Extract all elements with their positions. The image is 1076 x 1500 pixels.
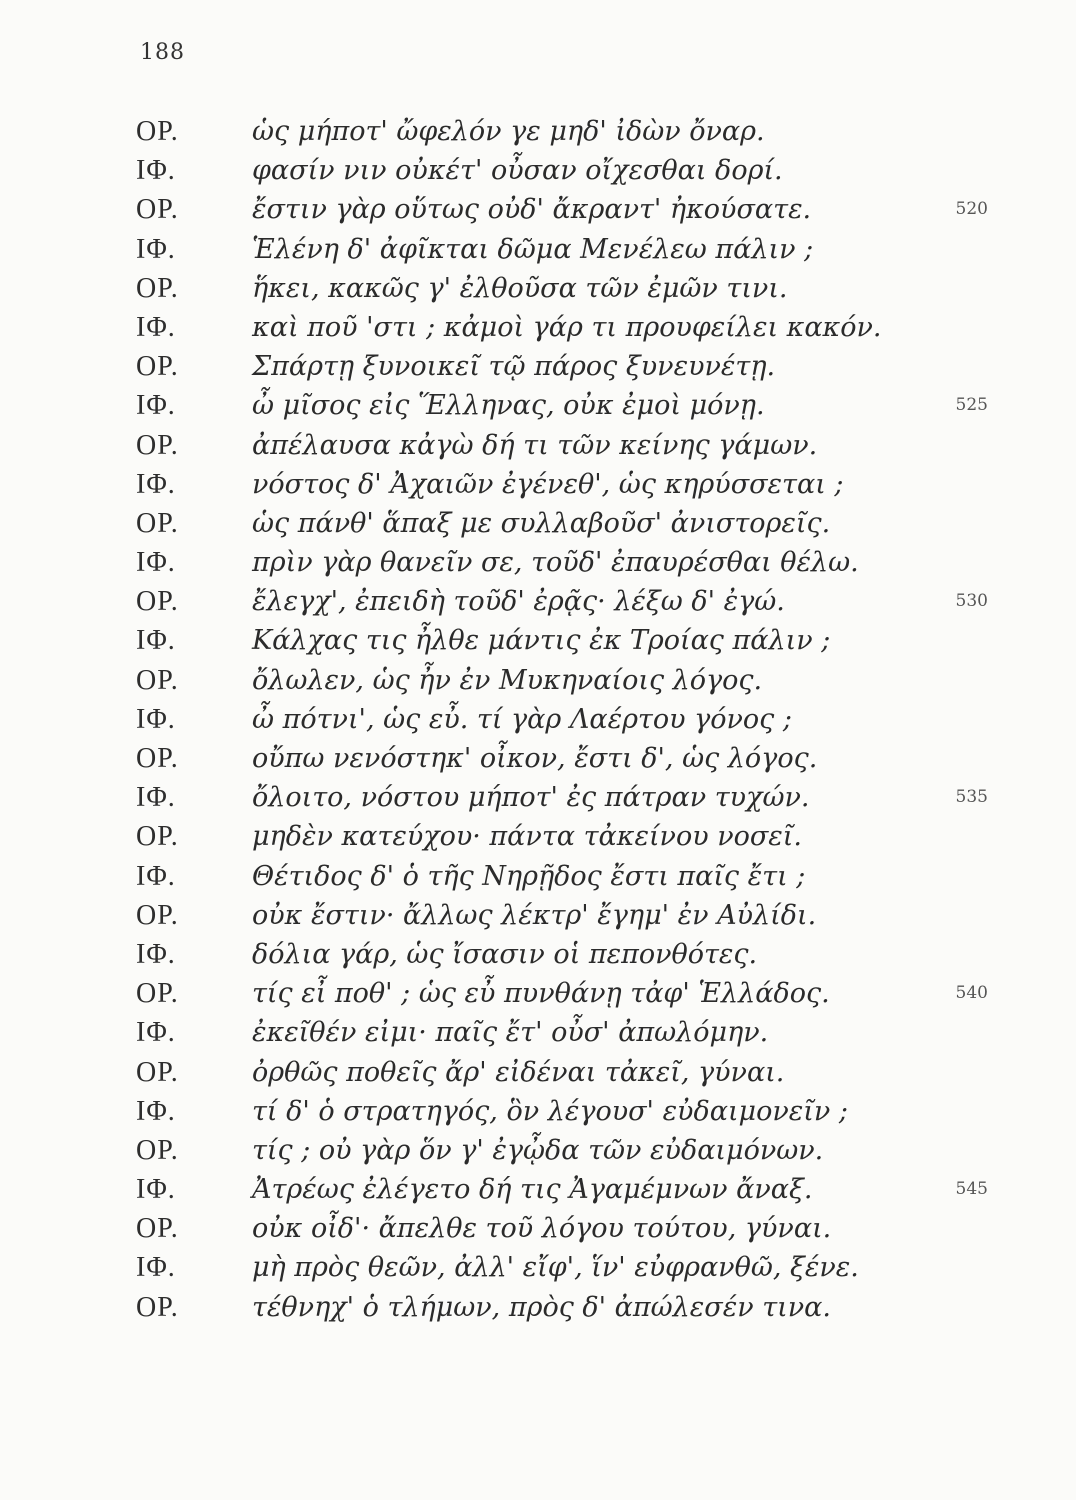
verse-line bbox=[0, 817, 1076, 856]
speaker-label: ΟΡ. bbox=[136, 1134, 179, 1166]
speaker-label: ΙΦ. bbox=[136, 390, 176, 422]
speaker-label: ΟΡ. bbox=[136, 743, 179, 774]
verse-line bbox=[0, 1092, 1076, 1131]
speaker-label: ΙΦ. bbox=[136, 1252, 176, 1284]
verse-line bbox=[0, 504, 1076, 543]
speaker-label: ΙΦ. bbox=[136, 1174, 176, 1206]
verse-text: ὦ πότνι', ὡς εὖ. τί γὰρ Λαέρτου γόνος ; bbox=[252, 703, 792, 735]
verse-text: Θέτιδος δ' ὁ τῆς Νηρῇδος ἔστι παῖς ἔτι ; bbox=[252, 860, 806, 892]
verse-line bbox=[0, 1170, 1076, 1209]
verse-text: ἐκεῖθέν εἰμι· παῖς ἔτ' οὖσ' ἀπωλόμην. bbox=[252, 1017, 769, 1049]
speaker-label: ΙΦ. bbox=[136, 547, 176, 579]
verse-line bbox=[0, 935, 1076, 974]
verse-text: πρὶν γὰρ θανεῖν σε, τοῦδ' ἐπαυρέσθαι θέλω. bbox=[252, 547, 859, 579]
speaker-label: ΙΦ. bbox=[136, 782, 176, 814]
speaker-label: ΙΦ. bbox=[136, 311, 176, 343]
verse-line bbox=[0, 1131, 1076, 1170]
verse-text: καὶ ποῦ 'στι ; κἀμοὶ γάρ τι προυφείλει κακόν. bbox=[252, 311, 882, 343]
verse-line bbox=[0, 190, 1076, 229]
speaker-label: ΙΦ. bbox=[136, 938, 176, 970]
speaker-label: ΟΡ. bbox=[136, 586, 179, 618]
verse-text: Σπάρτῃ ξυνοικεῖ τῷ πάρος ξυνευνέτῃ. bbox=[252, 351, 776, 383]
verse-line bbox=[0, 1209, 1076, 1248]
speaker-label: ΟΡ. bbox=[136, 1291, 179, 1323]
speaker-label: ΙΦ. bbox=[136, 703, 176, 735]
speaker-label: ΟΡ. bbox=[136, 664, 179, 696]
speaker-label: ΟΡ. bbox=[136, 1056, 179, 1088]
verse-text: Ἀτρέως ἐλέγετο δή τις Ἀγαμέμνων ἄναξ. bbox=[252, 1174, 813, 1206]
speaker-label: ΙΦ. bbox=[136, 468, 176, 500]
verse-line bbox=[0, 230, 1076, 269]
verse-text: ἔλεγχ', ἐπειδὴ τοῦδ' ἐρᾷς· λέξω δ' ἐγώ. bbox=[252, 586, 785, 618]
verse-line bbox=[0, 896, 1076, 935]
line-number: 535 bbox=[955, 787, 988, 808]
verse-text: μὴ πρὸς θεῶν, ἀλλ' εἴφ', ἵν' εὐφρανθῶ, ξένε. bbox=[252, 1252, 859, 1284]
line-number: 525 bbox=[955, 395, 988, 416]
verse-text: Ἑλένη δ' ἀφῖκται δῶμα Μενέλεω πάλιν ; bbox=[252, 233, 814, 265]
verse-text: νόστος δ' Ἀχαιῶν ἐγένεθ', ὡς κηρύσσεται ; bbox=[252, 468, 844, 500]
verse-line bbox=[0, 1248, 1076, 1287]
verse-line bbox=[0, 386, 1076, 425]
verse-line bbox=[0, 1288, 1076, 1327]
verse-line bbox=[0, 974, 1076, 1013]
verse-text: Κάλχας τις ἦλθε μάντις ἐκ Τροίας πάλιν ; bbox=[252, 625, 831, 657]
verse-line bbox=[0, 269, 1076, 308]
verse-line bbox=[0, 347, 1076, 386]
verse-text: τίς ; οὐ γὰρ ὅν γ' ἐγᾦδα τῶν εὐδαιμόνων. bbox=[252, 1134, 824, 1166]
speaker-label: ΙΦ. bbox=[136, 155, 176, 187]
speaker-label: ΙΦ. bbox=[136, 1095, 176, 1127]
speaker-label: ΟΡ. bbox=[136, 899, 179, 931]
verse-text: ἀπέλαυσα κἀγὼ δή τι τῶν κείνης γάμων. bbox=[252, 429, 818, 461]
line-number: 520 bbox=[955, 199, 988, 220]
verse-text: ὄλοιτο, νόστου μήποτ' ἐς πάτραν τυχών. bbox=[252, 782, 810, 814]
verse-line bbox=[0, 1053, 1076, 1092]
verse-text: ὀρθῶς ποθεῖς ἄρ' εἰδέναι τἀκεῖ, γύναι. bbox=[252, 1056, 785, 1088]
speaker-label: ΟΡ. bbox=[136, 194, 179, 226]
verse-line bbox=[0, 778, 1076, 817]
verse-line bbox=[0, 621, 1076, 660]
verse-line bbox=[0, 700, 1076, 739]
verse-line bbox=[0, 582, 1076, 621]
verse-text: ἥκει, κακῶς γ' ἐλθοῦσα τῶν ἐμῶν τινι. bbox=[252, 272, 788, 304]
verse-line bbox=[0, 426, 1076, 465]
page-number: 188 bbox=[140, 40, 185, 65]
speaker-label: ΙΦ. bbox=[136, 1017, 176, 1049]
verse-text: τί δ' ὁ στρατηγός, ὃν λέγουσ' εὐδαιμονεῖν ; bbox=[252, 1095, 848, 1127]
verse-text: μηδὲν κατεύχου· πάντα τἀκείνου νοσεῖ. bbox=[252, 821, 802, 853]
verse-line bbox=[0, 661, 1076, 700]
verse-line bbox=[0, 1013, 1076, 1052]
verse-line bbox=[0, 739, 1076, 778]
line-number: 545 bbox=[955, 1179, 988, 1200]
speaker-label: ΟΡ. bbox=[136, 1213, 179, 1245]
verse-dialogue bbox=[0, 112, 1076, 1327]
verse-text: ὦ μῖσος εἰς Ἕλληνας, οὐκ ἐμοὶ μόνῃ. bbox=[252, 390, 765, 422]
verse-text: δόλια γάρ, ὡς ἴσασιν οἱ πεπονθότες. bbox=[252, 938, 758, 970]
verse-text: ἔστιν γὰρ οὕτως οὐδ' ἄκραντ' ἠκούσατε. bbox=[252, 194, 812, 226]
verse-text: οὔπω νενόστηκ' οἶκον, ἔστι δ', ὡς λόγος. bbox=[252, 743, 818, 774]
speaker-label: ΟΡ. bbox=[136, 351, 179, 383]
speaker-label: ΟΡ. bbox=[136, 978, 179, 1010]
speaker-label: ΟΡ. bbox=[136, 429, 179, 461]
speaker-label: ΟΡ. bbox=[136, 507, 179, 539]
verse-text: οὐκ οἶδ'· ἄπελθε τοῦ λόγου τούτου, γύναι. bbox=[252, 1213, 832, 1245]
verse-line bbox=[0, 857, 1076, 896]
line-number: 540 bbox=[955, 983, 988, 1004]
verse-line bbox=[0, 112, 1076, 151]
verse-text: ὡς μήποτ' ὤφελόν γε μηδ' ἰδὼν ὄναρ. bbox=[252, 116, 765, 147]
verse-text: τέθνηχ' ὁ τλήμων, πρὸς δ' ἀπώλεσέν τινα. bbox=[252, 1291, 831, 1323]
speaker-label: ΙΦ. bbox=[136, 625, 176, 657]
verse-text: οὐκ ἔστιν· ἄλλως λέκτρ' ἔγημ' ἐν Αὐλίδι. bbox=[252, 899, 817, 931]
line-number: 530 bbox=[955, 591, 988, 612]
speaker-label: ΟΡ. bbox=[136, 272, 179, 304]
verse-line bbox=[0, 151, 1076, 190]
speaker-label: ΙΦ. bbox=[136, 233, 176, 265]
verse-text: τίς εἶ ποθ' ; ὡς εὖ πυνθάνῃ τἀφ' Ἑλλάδος. bbox=[252, 978, 830, 1010]
verse-line bbox=[0, 465, 1076, 504]
speaker-label: ΙΦ. bbox=[136, 860, 176, 892]
verse-text: ὄλωλεν, ὡς ἦν ἐν Μυκηναίοις λόγος. bbox=[252, 664, 763, 696]
speaker-label: ΟΡ. bbox=[136, 116, 179, 147]
verse-line bbox=[0, 308, 1076, 347]
verse-text: φασίν νιν οὐκέτ' οὖσαν οἴχεσθαι δορί. bbox=[252, 155, 783, 187]
verse-line bbox=[0, 543, 1076, 582]
verse-text: ὡς πάνθ' ἅπαξ με συλλαβοῦσ' ἀνιστορεῖς. bbox=[252, 507, 831, 539]
speaker-label: ΟΡ. bbox=[136, 821, 179, 853]
